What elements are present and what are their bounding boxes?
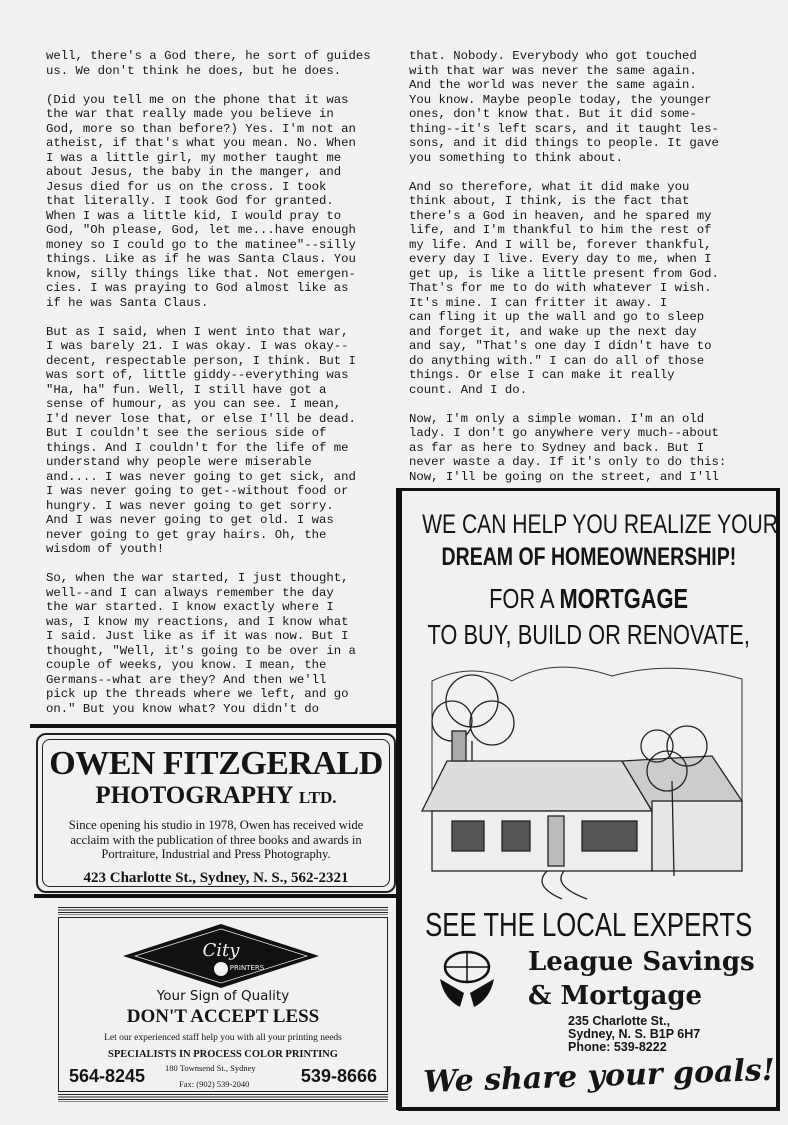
text-line: was sort of, little giddy--everything was <box>46 368 349 382</box>
league-line4: TO BUY, BUILD OR RENOVATE, <box>427 619 751 650</box>
text-line: But I couldn't see the serious side of <box>46 426 327 440</box>
article-paragraph <box>409 49 726 165</box>
article-paragraph <box>46 325 371 557</box>
league-globe-hands-logo <box>436 949 498 1011</box>
league-line1: WE CAN HELP YOU REALIZE YOUR <box>422 509 778 539</box>
owen-subtitle <box>43 782 389 812</box>
owen-suffix: LTD. <box>298 788 337 807</box>
league-name-2: & Mortgage <box>528 981 703 1011</box>
text-line: thing--it's left scars, and it taught les- <box>409 121 719 136</box>
text-line: understand why people were miserable <box>46 455 312 469</box>
text-line: there's a God in heaven, and he spared my <box>409 208 712 223</box>
text-line: us. We don't think he does, but he does. <box>46 63 342 78</box>
text-line: and say, "That's one day I didn't have to <box>409 339 712 353</box>
logo-sub: PRINTERS <box>229 964 265 972</box>
text-line: sons, and it did things to people. It gave <box>409 136 719 150</box>
text-line: "Ha, ha" fun. Well, I still have got a <box>46 382 327 397</box>
text-line: about Jesus, the baby in the manger, and <box>46 165 342 179</box>
article-paragraph <box>46 571 371 716</box>
text-line: It's mine. I can fritter it away. I <box>409 295 668 310</box>
text-line: the war started. I know exactly where I <box>46 600 334 614</box>
text-line: and.... I was never going to get sick, and <box>46 469 356 484</box>
text-line: I said. Just like as if it was now. But I <box>46 629 349 643</box>
owen-address: 423 Charlotte St., Sydney, N. S., 562-2321 <box>83 869 349 886</box>
owen-subtitle-text: PHOTOGRAPHY <box>95 782 293 809</box>
city-body: Let our experienced staff help you with all your printing needs <box>104 1033 342 1043</box>
article-paragraph <box>46 93 371 311</box>
text-line: wisdom of youth! <box>46 542 165 556</box>
city-printers-logo <box>121 922 321 990</box>
text-line: if he was Santa Claus. <box>46 295 209 310</box>
article-paragraph <box>46 49 371 78</box>
league-savings-ad <box>398 488 780 1111</box>
text-line: as far as here to Sydney and back. But I <box>409 440 705 455</box>
city-specialty: SPECIALISTS IN PROCESS COLOR PRINTING <box>108 1049 338 1060</box>
city-phone-left: 564-8245 <box>69 1066 146 1086</box>
text-line: on." But you know what? You didn't do <box>46 701 320 716</box>
league-address-1: 235 Charlotte St., <box>568 1014 671 1028</box>
text-line: I was barely 21. I was okay. I was okay-- <box>46 339 349 353</box>
text-line: Now, I'll be going on the street, and I'll <box>409 469 719 484</box>
text-line: And I was never going to get old. I was <box>46 513 334 527</box>
text-line: that literally. I took God for granted. <box>46 194 334 208</box>
stripes-bottom <box>58 1094 388 1102</box>
text-line: God, more so than before?) Yes. I'm not an <box>46 121 356 136</box>
text-line: you something to think about. <box>409 150 624 165</box>
text-line: things. Or else I can make it really <box>409 368 675 382</box>
text-line: count. And I do. <box>409 382 528 397</box>
text-line: I'd never lose that, or else I'll be dead. <box>46 411 356 426</box>
text-line: the war that really made you believe in <box>46 107 334 121</box>
text-line: get up, is like a little present from God. <box>409 266 719 281</box>
article-paragraph <box>409 180 726 398</box>
text-line: Now, I'm only a simple woman. I'm an old <box>409 411 705 426</box>
city-street: 180 Townsend St., Sydney <box>165 1063 256 1073</box>
text-line: lady. I don't go anywhere very much--about <box>409 426 719 440</box>
league-phone: Phone: 539-8222 <box>568 1040 667 1054</box>
league-line2: DREAM OF HOMEOWNERSHIP! <box>441 543 737 571</box>
league-address-2: Sydney, N. S. B1P 6H7 <box>568 1027 701 1041</box>
text-line: ones, don't know that. But it did some- <box>409 107 697 121</box>
article-right-column <box>409 49 726 499</box>
article-paragraph <box>409 412 726 485</box>
league-name-1: League Savings <box>528 947 755 977</box>
text-line: hungry. I was never going to get sorry. <box>46 498 334 513</box>
text-line: You know. Maybe people today, the younger <box>409 92 712 107</box>
league-line3: FOR A MORTGAGE <box>489 583 689 614</box>
text-line: can fling it up the wall and go to sleep <box>409 310 705 324</box>
league-slogan: We share your goals! <box>422 1052 776 1100</box>
city-headline: DON'T ACCEPT LESS <box>126 1006 320 1027</box>
text-line: never going to get gray hairs. Oh, the <box>46 527 327 542</box>
article-left-column <box>46 49 371 731</box>
text-line: And the world was never the same again. <box>409 78 697 92</box>
text-line: that. Nobody. Everybody who got touched <box>409 49 697 63</box>
text-line: (Did you tell me on the phone that it was <box>46 92 349 107</box>
text-line: sense of humour, as you can see. I mean, <box>46 397 342 411</box>
text-line: decent, respectable person, I think. But I <box>46 353 356 368</box>
text-line: God, "Oh please, God, let me...have enough <box>46 223 356 237</box>
text-line: thought, "Well, it's going to be over in a <box>46 643 356 658</box>
text-line: money so I could go to the matinee"--silly <box>46 237 356 252</box>
text-line: Germans--what are they? And then we'll <box>46 672 327 687</box>
owen-description: Since opening his studio in 1978, Owen has received wide acclaim with the publication of three books and awards in Portraiture, Industrial and Press Photography. <box>68 818 364 861</box>
city-tagline: Your Sign of Quality <box>156 988 290 1004</box>
text-line: couple of weeks, you know. I mean, the <box>46 658 327 672</box>
text-line: pick up the threads where we left, and go <box>46 687 349 701</box>
text-line: That's for me to do with whatever I wish. <box>409 281 712 295</box>
text-line: things. Like as if he was Santa Claus. You <box>46 252 356 266</box>
divider-owen-city <box>34 894 400 898</box>
stripes-top <box>58 907 388 915</box>
city-fax: Fax: (902) 539-2040 <box>179 1079 250 1089</box>
owen-fitzgerald-ad <box>36 733 396 893</box>
logo-text: City <box>202 940 240 961</box>
text-line: But as I said, when I went into that war, <box>46 324 349 339</box>
text-line: my life. And I will be, forever thankful, <box>409 237 712 252</box>
text-line: and forget it, and wake up the next day <box>409 324 697 339</box>
text-line: I was a little girl, my mother taught me <box>46 150 342 165</box>
text-line: with that war was never the same again. <box>409 63 697 78</box>
text-line: well--and I can always remember the day <box>46 585 334 600</box>
text-line: When I was a little kid, I would pray to <box>46 208 342 223</box>
text-line: think about, I think, is the fact that <box>409 194 690 208</box>
text-line: Jesus died for us on the cross. I took <box>46 179 327 194</box>
league-see-experts: SEE THE LOCAL EXPERTS <box>425 906 753 943</box>
text-line: cies. I was praying to God almost like as <box>46 281 349 295</box>
text-line: I was never going to get--without food or <box>46 484 349 498</box>
text-line: life, and I'm thankful to him the rest of <box>409 223 712 237</box>
city-printers-ad <box>58 907 388 1102</box>
text-line: So, when the war started, I just thought, <box>46 571 349 585</box>
text-line: well, there's a God there, he sort of guides <box>46 49 371 63</box>
text-line: never waste a day. If it's only to do this: <box>409 455 727 469</box>
text-line: was, I know my reactions, and I know what <box>46 614 349 629</box>
text-line: things. And I couldn't for the life of me <box>46 440 349 455</box>
city-phone-right: 539-8666 <box>300 1066 377 1086</box>
text-line: atheist, if that's what you mean. No. When <box>46 136 356 150</box>
house-illustration <box>412 651 766 901</box>
divider-left-ads <box>30 724 400 728</box>
text-line: And so therefore, what it did make you <box>409 179 690 194</box>
owen-title: OWEN FITZGERALD <box>49 745 383 782</box>
text-line: do anything with." I can do all of those <box>409 353 705 368</box>
text-line: every day I live. Every day to me, when I <box>409 252 712 266</box>
text-line: know, silly things like that. Not emergen- <box>46 266 356 281</box>
